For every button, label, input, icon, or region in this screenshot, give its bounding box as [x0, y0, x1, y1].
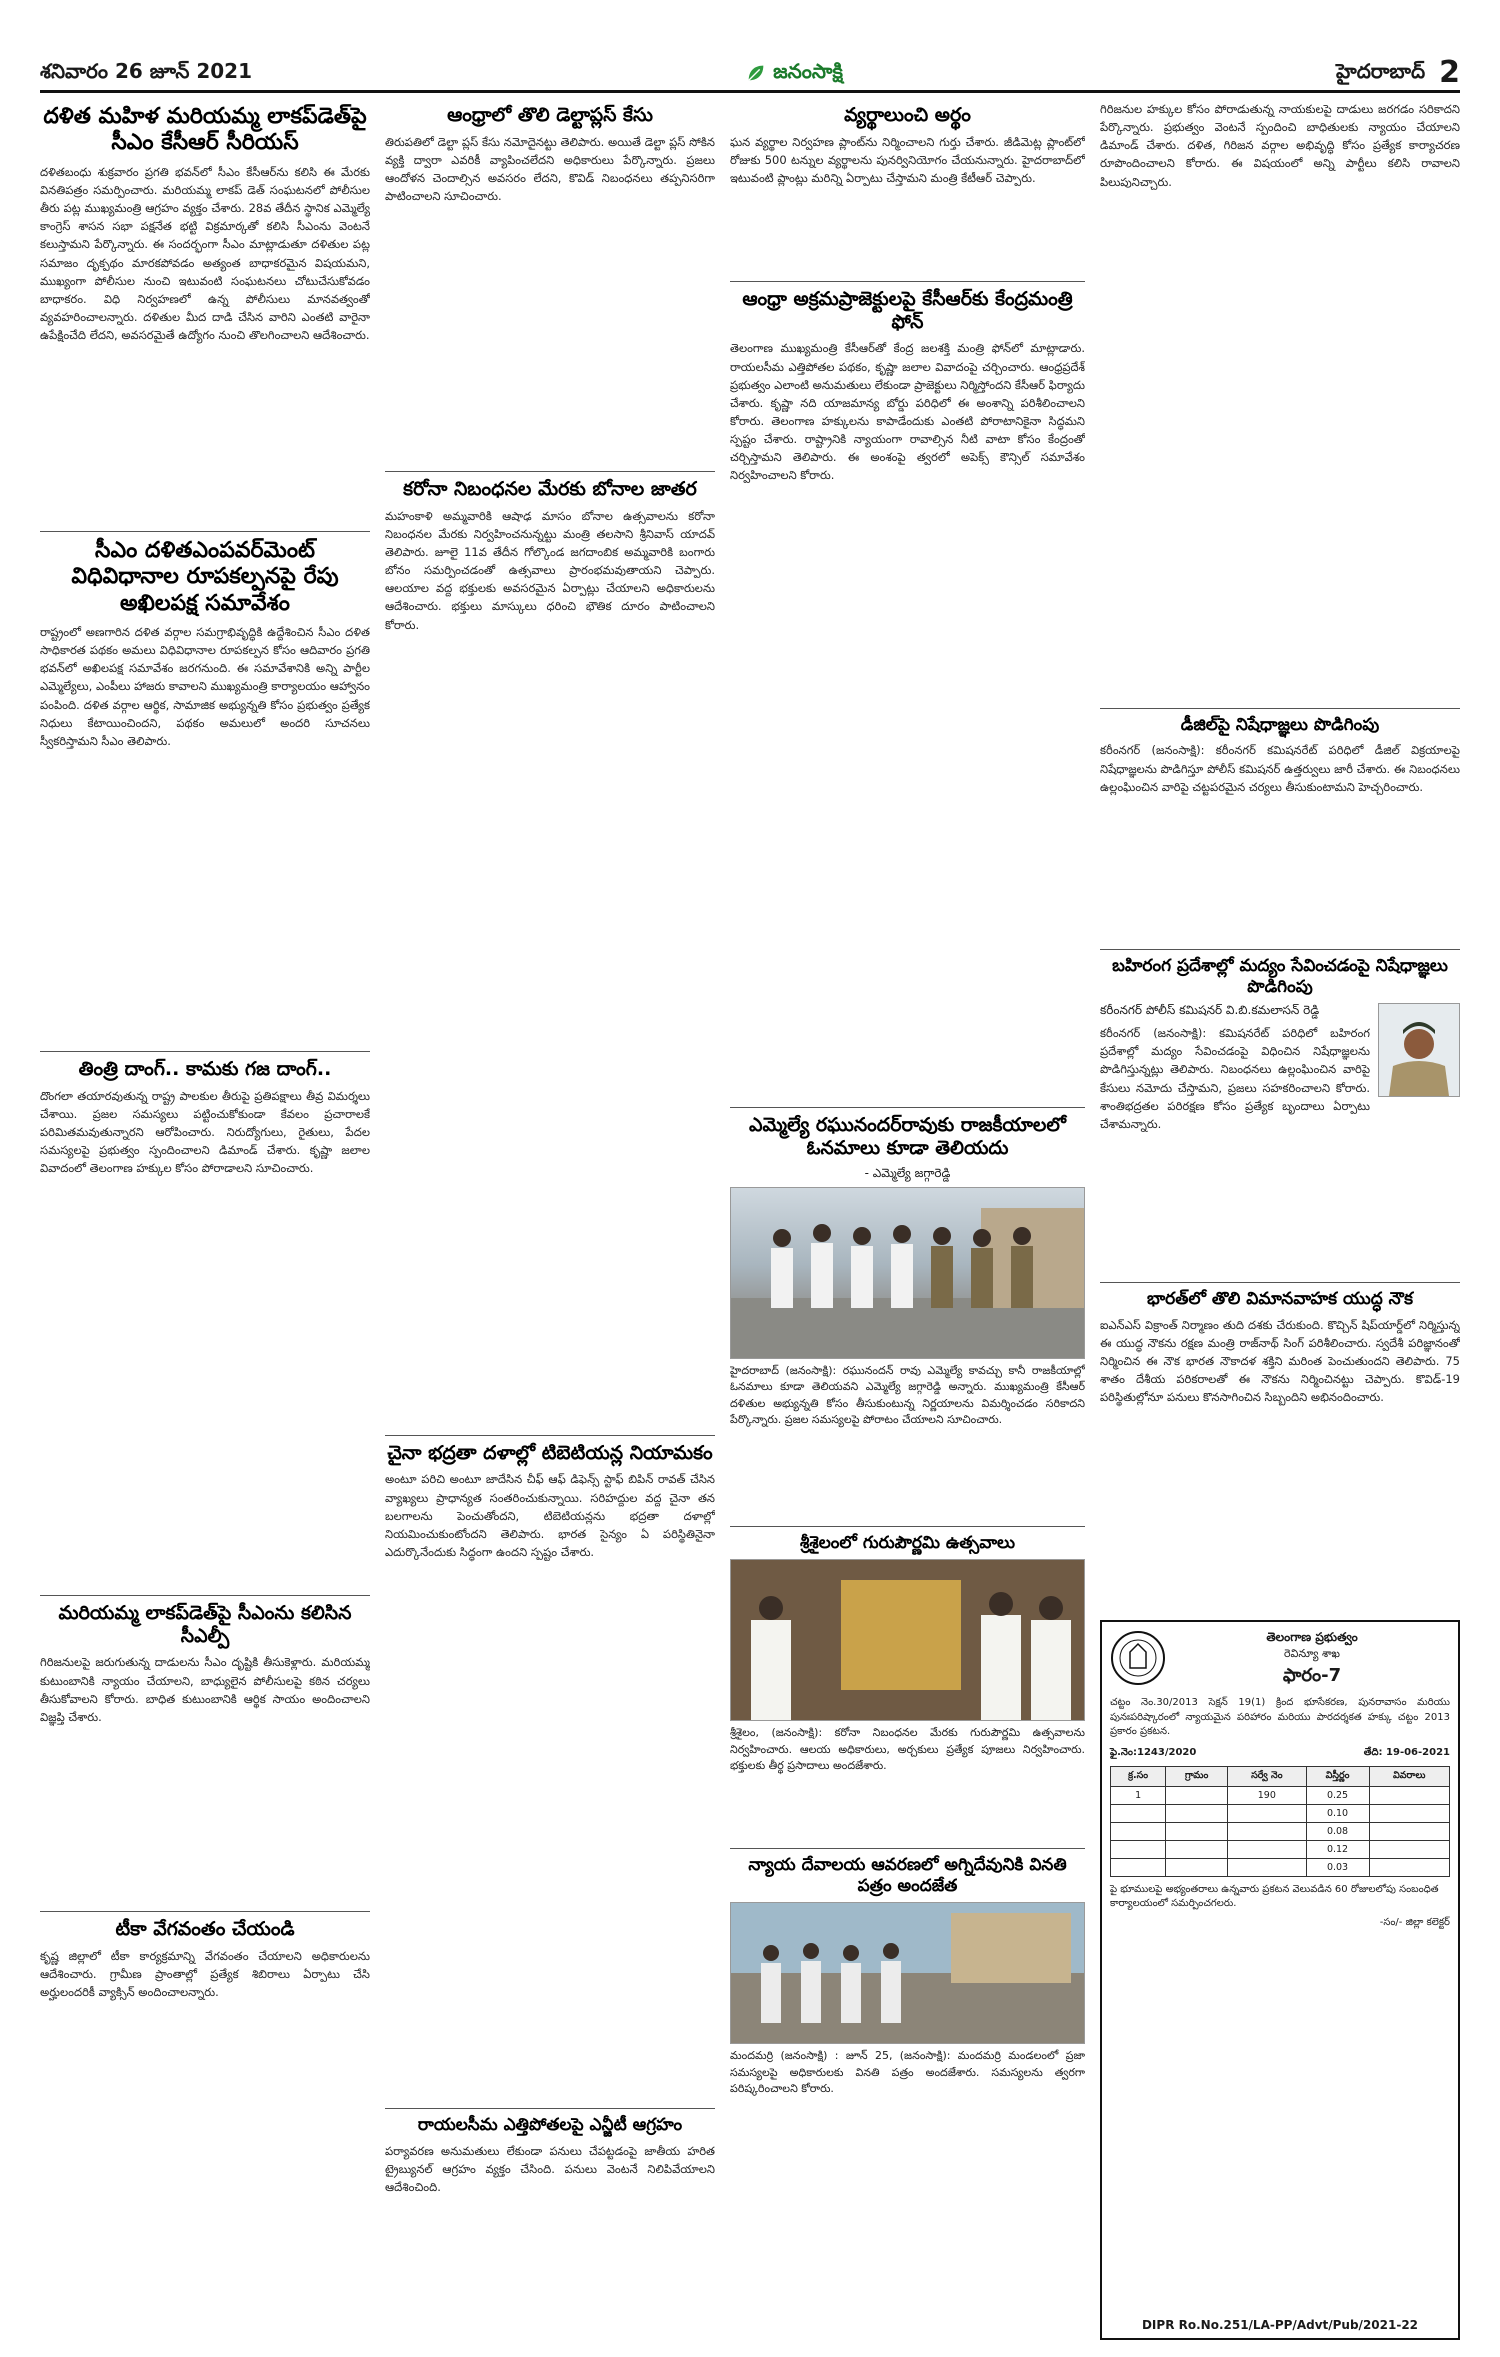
- article-bonalu: [385, 478, 715, 1427]
- city-name: హైదరాబాద్: [1336, 58, 1426, 83]
- table-header: గ్రామం: [1166, 1766, 1228, 1786]
- ad-titles: [1174, 1630, 1450, 1690]
- temple-photo-icon: [731, 1560, 1085, 1720]
- article-diesel-ban: [1100, 715, 1460, 941]
- divider: [40, 1595, 370, 1596]
- column-4: [1100, 100, 1460, 1614]
- divider: [40, 1911, 370, 1912]
- ad-notice-text: చట్టం నెం.30/2013 సెక్షన్ 19(1) క్రింద భూసేకరణ, పునరావాసం మరియు పునఃపరిష్కారంలో న్యాయమైన పరిహారం మరియు పారదర్శకత హక్కు చట్టం 2013 ప్రకారం ప్రకటన.: [1110, 1697, 1450, 1737]
- headline: టీకా వేగవంతం చేయండి: [115, 1918, 295, 1941]
- article-body: తిరుపతిలో డెల్టా ప్లస్ కేసు నమోదైనట్టు తెలిపారు. అయితే డెల్టా ప్లస్ సోకిన వ్యక్తి ద్వారా ఎవరికీ వ్యాపించలేదని అధికారులు పేర్కొన్నారు. ప్రజలు ఆందోళన చెందాల్సిన అవసరం లేదని, కొవిడ్ నిబంధనలు తప్పనిసరిగా పాటించాలని సూచించారు.: [385, 134, 715, 204]
- table-header-row: [1111, 1766, 1450, 1786]
- column-1: [40, 100, 370, 2065]
- headline: సీఎం దళితఎంపవర్‌మెంట్ విధివిధానాల రూపకల్పనపై రేపు అఖిలపక్ష సమావేశం: [71, 537, 339, 616]
- article-clp-meets-cm: [40, 1602, 370, 1904]
- article-body: మహంకాళి అమ్మవారికి ఆషాఢ మాసం బోనాల ఉత్సవాలను కరోనా నిబంధనల మేరకు నిర్వహించనున్నట్టు మంత్రి తలసాని శ్రీనివాస్ యాదవ్ తెలిపారు. జూలై 11వ తేదీన గోల్కొండ జగదాంబిక అమ్మవారికి బంగారు బోనం సమర్పించడంతో ఉత్సవాలు ప్రారంభమవుతాయని చెప్పారు. ఆలయాల వద్ద భక్తులకు అవసరమైన ఏర్పాట్లు చేయాలని అధికారులను ఆదేశించారు. భక్తులు మాస్కులు ధరించి భౌతిక దూరం పాటించాలని కోరారు.: [385, 508, 715, 632]
- article-body: గిరిజనుల హక్కుల కోసం పోరాడుతున్న నాయకులపై దాడులు జరగడం సరికాదని పేర్కొన్నారు. ప్రభుత్వం వెంటనే స్పందించి బాధితులకు న్యాయం చేయాలని డిమాండ్ చేశారు. దళిత, గిరిజన వర్గాల అభివృద్ధి కోసం ప్రత్యేక కార్యాచరణ రూపొందించాలని కోరారు. ఈ విషయంలో అన్ని పార్టీలు కలిసి రావాలని పిలుపునిచ్చారు.: [1100, 102, 1460, 189]
- headline: చైనా భద్రతా దళాల్లో టిబెటియన్ల నియామకం: [387, 1441, 713, 1464]
- article-body: కృష్ణ జిల్లాలో టీకా కార్యక్రమాన్ని వేగవంతం చేయాలని అధికారులను ఆదేశించారు. గ్రామీణ ప్రాంతాల్లో ప్రత్యేక శిబిరాలు ఏర్పాటు చేసి అర్హులందరికీ వ్యాక్సిన్ అందించాలన్నారు.: [40, 1949, 370, 2000]
- table-cell: 0.03: [1306, 1858, 1369, 1876]
- photo-caption: హైదరాబాద్ (జనంసాక్షి): రఘునందన్ రావు ఎమ్మెల్యే కావచ్చు కానీ రాజకీయాల్లో ఓనమాలు కూడా తెలియవని ఎమ్మెల్యే జగ్గారెడ్డి అన్నారు. ముఖ్యమంత్రి కేసీఆర్ దళితుల అభ్యున్నతి కోసం తీసుకుంటున్న నిర్ణయాలను విమర్శించడం సరికాదని పేర్కొన్నారు. ప్రజల సమస్యలపై పోరాటం చేయాలని సూచించారు.: [730, 1363, 1085, 1427]
- article-body: ఐఎన్ఎస్ విక్రాంత్ నిర్మాణం తుది దశకు చేరుకుంది. కొచ్చిన్ షిప్‌యార్డ్‌లో నిర్మిస్తున్న ఈ యుద్ధ నౌకను రక్షణ మంత్రి రాజ్‌నాథ్ సింగ్ పరిశీలించారు. స్వదేశీ పరిజ్ఞానంతో నిర్మించిన ఈ నౌక భారత నౌకాదళ శక్తిని మరింత పెంచుతుందని తెలిపారు. 75 శాతం దేశీయ పరికరాలతో ఈ నౌకను నిర్మించినట్టు చెప్పారు. కొవిడ్-19 పరిస్థితుల్లోనూ పనులు కొనసాగించిన సిబ్బందిని అభినందించారు.: [1100, 1317, 1460, 1405]
- table-row: [1111, 1822, 1450, 1840]
- news-photo: [730, 1902, 1085, 2044]
- leaf-icon: [745, 62, 767, 84]
- headline: కరోనా నిబంధనల మేరకు బోనాల జాతర: [403, 477, 697, 500]
- table-cell: [1228, 1840, 1306, 1858]
- divider: [730, 1848, 1085, 1849]
- headline: మరియమ్మ లాకప్‌డెత్‌పై సీఎంను కలిసిన సీఎల్పీ: [58, 1601, 352, 1647]
- headline: రాయలసీమ ఎత్తిపోతలపై ఎన్జీటీ ఆగ్రహం: [417, 2115, 683, 2136]
- article-continued: [1100, 100, 1460, 700]
- headline: వ్యర్థాలుంచి అర్థం: [844, 104, 971, 126]
- ad-header: [1110, 1630, 1450, 1690]
- table-row: [1111, 1786, 1450, 1804]
- headline: న్యాయ దేవాలయ ఆవరణలో అగ్నిదేవునికి వినతి పత్రం అందజేత: [748, 1855, 1067, 1896]
- headline: ఆంధ్రాలో తొలి డెల్టాప్లస్ కేసు: [447, 104, 653, 126]
- article-court-petition: [730, 1855, 1085, 2138]
- article-vaccination: [40, 1918, 370, 2057]
- divider: [1100, 708, 1460, 709]
- news-photo: [730, 1559, 1085, 1721]
- headline: భారత్‌లో తొలి విమానవాహక యుద్ధ నౌక: [1146, 1289, 1414, 1310]
- ad-file-number: ఫై.నెం:1243/2020: [1110, 1746, 1197, 1758]
- ad-footer-text: పై భూములపై అభ్యంతరాలు ఉన్నవారు ప్రకటన వెలువడిన 60 రోజులలోపు సంబంధిత కార్యాలయంలో సమర్పించగలరు.: [1110, 1883, 1439, 1909]
- table-cell: [1228, 1804, 1306, 1822]
- table-header: వివరాలు: [1369, 1766, 1449, 1786]
- article-body: దొంగలా తయారవుతున్న రాష్ట్ర పాలకుల తీరుపై ప్రతిపక్షాలు తీవ్ర విమర్శలు చేశాయి. ప్రజల సమస్యలు పట్టించుకోకుండా కేవలం ప్రచారాలకే పరిమితమవుతున్నారని ఆరోపించారు. నిరుద్యోగులు, రైతులు, పేదల సమస్యలపై ప్రభుత్వం స్పందించాలని డిమాండ్ చేశారు. కృష్ణా జలాల వివాదంలో తెలంగాణ హక్కుల కోసం పోరాడాలని సూచించారు.: [40, 1088, 370, 1176]
- headline: దళిత మహిళ మరియమ్మ లాకప్‌డెత్‌పై సీఎం కేసీఆర్ సీరియస్: [43, 104, 367, 156]
- photo-caption: మందమర్రి (జనంసాక్షి) : జూన్ 25, (జనంసాక్షి): మందమర్రి మండలంలో ప్రజా సమస్యలపై అధికారులకు వినతి పత్రం అందజేశారు. సమస్యలను త్వరగా పరిష్కరించాలని కోరారు.: [730, 2049, 1085, 2096]
- article-body: కరీంనగర్ (జనంసాక్షి): కమిషనరేట్ పరిధిలో బహిరంగ ప్రదేశాల్లో మద్యం సేవించడంపై విధించిన నిషేధాజ్ఞలను పొడిగిస్తున్నట్లు తెలిపారు. నిబంధనలు ఉల్లంఘించిన వారిపై కేసులు నమోదు చేస్తామని, ప్రజలు సహకరించాలని కోరారు. శాంతిభద్రతల పరిరక్షణ కోసం ప్రత్యేక బృందాలు ఏర్పాటు చేశామన్నారు.: [1100, 1026, 1370, 1131]
- table-cell: [1111, 1840, 1166, 1858]
- table-cell: [1228, 1822, 1306, 1840]
- article-body: రాష్ట్రంలో అణగారిన దళిత వర్గాల సమగ్రాభివృద్ధికి ఉద్దేశించిన సీఎం దళిత సాధికారత పథకం అమలు విధివిధానాల రూపకల్పన కోసం ఆదివారం ప్రగతి భవన్‌లో అఖిలపక్ష సమావేశం జరగనుంది. ఈ సమావేశానికి అన్ని పార్టీల ఎమ్మెల్యేలు, ఎంపీలు హాజరు కావాలని ముఖ్యమంత్రి కార్యాలయం ఆహ్వానం పంపింది. దళిత వర్గాల ఆర్థిక, సామాజిక అభ్యున్నతి కోసం ప్రభుత్వం ప్రత్యేక నిధులు కేటాయించిందని, పథకం అమలులో అందరి సూచనలు స్వీకరిస్తామని సీఎం తెలిపారు.: [40, 624, 370, 748]
- article-body: దళితబంధు శుక్రవారం ప్రగతి భవన్‌లో సీఎం కేసీఆర్‌ను కలిసి ఈ మేరకు వినతిపత్రం సమర్పించారు. మరియమ్మ లాకప్ డెత్ సంఘటనలో పోలీసుల తీరు పట్ల ముఖ్యమంత్రి ఆగ్రహం వ్యక్తం చేశారు. 28వ తేదీన స్థానిక ఎమ్మెల్యే కాంగ్రెస్ శాసన సభా పక్షనేత భట్టి విక్రమార్కతో కలిసి సీఎంను వెంటనే కలుస్తామని పేర్కొన్నారు. ఈ సందర్భంగా సీఎం మాట్లాడుతూ దళితుల పట్ల సమాజం దృక్పథం మారకపోవడం అత్యంత బాధాకరమైన విషయమని, ముఖ్యంగా పోలీసుల నుంచి ఇటువంటి సంఘటనలు చోటుచేసుకోవడం బాధాకరం. విధి నిర్వహణలో ఉన్న పోలీసులు మానవత్వంతో వ్యవహరించాలన్నారు. దళితుల మీద దాడి చేసిన వారిని ఎంతటి వారైనా ఉపేక్షించేది లేదని, అవసరమైతే ఉద్యోగం నుంచి తొలగించాలని ఆదేశించారు.: [40, 164, 370, 343]
- article-all-party-meeting: [40, 538, 370, 1043]
- divider: [40, 531, 370, 532]
- logo-text: జనంసాక్షి: [773, 58, 843, 83]
- article-union-minister-call: [730, 288, 1085, 1100]
- article-body: ఘన వ్యర్థాల నిర్వహణ ప్లాంట్‌ను నిర్మించాలని గుర్తు చేశారు. జీడిమెట్ల ప్లాంట్‌లో రోజుకు 500 టన్నుల వ్యర్థాలను పునర్వినియోగం చేయనున్నారు. హైదరాబాద్‌లో ఇటువంటి ప్లాంట్లు మరిన్ని ఏర్పాటు చేస్తామని మంత్రి కేటీఆర్ చెప్పారు.: [730, 134, 1085, 186]
- column-2: [385, 100, 715, 2270]
- ad-department: తెలంగాణ ప్రభుత్వం: [1266, 1630, 1358, 1644]
- table-cell: [1369, 1858, 1449, 1876]
- table-cell: [1111, 1822, 1166, 1840]
- divider: [1100, 1282, 1460, 1283]
- officer-portrait-icon: [1379, 1004, 1459, 1096]
- table-row: [1111, 1840, 1450, 1858]
- issue-date: శనివారం 26 జూన్ 2021: [40, 58, 252, 83]
- table-header: క్ర.సం: [1111, 1766, 1166, 1786]
- table-header: సర్వే నెం: [1228, 1766, 1306, 1786]
- table-cell: [1111, 1858, 1166, 1876]
- article-china-tibetans: [385, 1442, 715, 2101]
- ad-dipr-number: DIPR Ro.No.251/LA-PP/Advt/Pub/2021-22: [1141, 2318, 1419, 2332]
- article-guru-purnima: [730, 1533, 1085, 1840]
- article-body: కరీంనగర్ (జనంసాక్షి): కరీంనగర్ కమిషనరేట్ పరిధిలో డీజిల్ విక్రయాలపై నిషేధాజ్ఞలను పొడిగిస్తూ పోలీస్ కమిషనర్ ఉత్తర్వులు జారీ చేశారు. ఈ నిబంధనలు ఉల్లంఘించిన వారిపై చట్టపరమైన చర్యలు తీసుకుంటామని హెచ్చరించారు.: [1100, 743, 1460, 794]
- masthead-right: [1336, 55, 1460, 90]
- table-cell: [1369, 1840, 1449, 1858]
- table-cell: 0.25: [1306, 1786, 1369, 1804]
- table-cell: [1369, 1786, 1449, 1804]
- ad-subdepartment: రెవిన్యూ శాఖ: [1284, 1647, 1340, 1660]
- news-photo: [730, 1187, 1085, 1359]
- table-cell: [1111, 1804, 1166, 1822]
- headline: ఆంధ్రా అక్రమప్రాజెక్టులపై కేసీఆర్‌కు కేంద్రమంత్రి ఫోన్: [742, 287, 1073, 333]
- table-cell: 1: [1111, 1786, 1166, 1804]
- article-body: తెలంగాణ ముఖ్యమంత్రి కేసీఆర్‌తో కేంద్ర జలశక్తి మంత్రి ఫోన్‌లో మాట్లాడారు. రాయలసీమ ఎత్తిపోతల పథకం, కృష్ణా జలాల వివాదంపై చర్చించారు. ఆంధ్రప్రదేశ్ ప్రభుత్వం ఎలాంటి అనుమతులు లేకుండా ప్రాజెక్టులు నిర్మిస్తోందని కేసీఆర్ ఫిర్యాదు చేశారు. కృష్ణా నది యాజమాన్య బోర్డు పరిధిలో ఈ అంశాన్ని పరిశీలించాలని కోరారు. తెలంగాణ హక్కులను కాపాడేందుకు ఎంతటి పోరాటానికైనా సిద్ధమని స్పష్టం చేశారు. రాష్ట్రానికి న్యాయంగా రావాల్సిన నీటి వాటా కోసం కేంద్రంతో చర్చిస్తామని తెలిపారు. ఈ అంశంపై త్వరలో అపెక్స్ కౌన్సిల్ సమావేశం నిర్వహించాలని కోరారు.: [730, 341, 1085, 483]
- table-row: [1111, 1804, 1450, 1822]
- table-cell: 0.12: [1306, 1840, 1369, 1858]
- article-body: గిరిజనులపై జరుగుతున్న దాడులను సీఎం దృష్టికి తీసుకెళ్లారు. మరియమ్మ కుటుంబానికి న్యాయం చేయాలని, బాధ్యులైన పోలీసులపై కఠిన చర్యలు తీసుకోవాలని కోరారు. బాధిత కుటుంబానికి ఆర్థిక సాయం అందించాలని విజ్ఞప్తి చేశారు.: [40, 1655, 370, 1724]
- table-cell: 0.08: [1306, 1822, 1369, 1840]
- column-3: [730, 100, 1085, 2146]
- police-commissioner-photo: [1378, 1003, 1460, 1097]
- divider: [730, 1526, 1085, 1527]
- headline: డీజిల్‌పై నిషేధాజ్ఞలు పొడిగింపు: [1180, 715, 1380, 735]
- article-ngt: [385, 2115, 715, 2261]
- table-cell: [1166, 1786, 1228, 1804]
- table-header: విస్తీర్ణం: [1306, 1766, 1369, 1786]
- table-cell: [1166, 1822, 1228, 1840]
- divider: [730, 1107, 1085, 1108]
- table-cell: 190: [1228, 1786, 1306, 1804]
- table-row: [1111, 1858, 1450, 1876]
- newspaper-logo: [745, 59, 843, 88]
- article-aircraft-carrier: [1100, 1289, 1460, 1605]
- masthead: [40, 56, 1460, 93]
- divider: [385, 471, 715, 472]
- divider: [40, 1051, 370, 1052]
- divider: [730, 281, 1085, 282]
- headline: శ్రీశైలంలో గురుపౌర్ణమి ఉత్సవాలు: [800, 1532, 1015, 1553]
- article-jaggareddy: [730, 1114, 1085, 1518]
- table-cell: [1166, 1858, 1228, 1876]
- ad-land-table: [1110, 1766, 1450, 1877]
- state-emblem-icon: [1110, 1630, 1166, 1686]
- headline: తింత్రి దాంగ్.. కామకు గజ దాంగ్..: [78, 1057, 332, 1080]
- table-cell: [1166, 1804, 1228, 1822]
- article-body: అంటూ పరిచి అంటూ జాదేసిన చీఫ్ ఆఫ్ డిఫెన్స్ స్టాఫ్ బిపిన్ రావత్ చేసిన వ్యాఖ్యలు ప్రాధాన్యత సంతరించుకున్నాయి. సరిహద్దుల వద్ద చైనా తన బలగాలను పెంచుతోందని, టిబెటియన్లను భద్రతా దళాల్లో నియమించుకుంటోందని తెలిపారు. భారత సైన్యం ఏ పరిస్థితినైనా ఎదుర్కొనేందుకు సిద్ధంగా ఉందని స్పష్టం చేశారు.: [385, 1472, 715, 1560]
- ad-form-title: ఫారం-7: [1282, 1665, 1342, 1686]
- street-photo-icon: [731, 1903, 1085, 2043]
- article-delta-plus: [385, 104, 715, 463]
- ad-date: తేది: 19-06-2021: [1363, 1746, 1450, 1758]
- article-body: పర్యావరణ అనుమతులు లేకుండా పనులు చేపట్టడంపై జాతీయ హరిత ట్రైబ్యునల్ ఆగ్రహం వ్యక్తం చేసింది. పనులు వెంటనే నిలిపివేయాలని ఆదేశించింది.: [385, 2143, 715, 2195]
- table-cell: [1228, 1858, 1306, 1876]
- divider: [385, 2108, 715, 2109]
- headline: బహిరంగ ప్రదేశాల్లో మద్యం సేవించడంపై నిషేధాజ్ఞలు పొడిగింపు: [1112, 956, 1448, 997]
- ad-meta: [1110, 1746, 1450, 1760]
- page-number: 2: [1439, 55, 1460, 90]
- table-cell: [1166, 1840, 1228, 1858]
- table-cell: 0.10: [1306, 1804, 1369, 1822]
- divider: [1100, 949, 1460, 950]
- people-photo-icon: [731, 1188, 1085, 1358]
- article-lockup-death: [40, 104, 370, 523]
- government-advertisement: [1100, 1620, 1460, 2340]
- byline: - ఎమ్మెల్యే జగ్గారెడ్డి: [864, 1165, 951, 1180]
- divider: [385, 1435, 715, 1436]
- article-liquor-ban: [1100, 956, 1460, 1274]
- photo-caption: శ్రీశైలం, (జనంసాక్షి): కరోనా నిబంధనల మేరకు గురుపౌర్ణమి ఉత్సవాలను నిర్వహించారు. ఆలయ అధికారులు, అర్చకులు ప్రత్యేక పూజలు నిర్వహించారు. భక్తులకు తీర్థ ప్రసాదాలు అందజేశారు.: [730, 1726, 1085, 1773]
- table-cell: [1369, 1822, 1449, 1840]
- byline: కరీంనగర్ పోలీస్ కమిషనర్ వి.బి.కమలాసన్ రెడ్డి: [1100, 1003, 1320, 1018]
- article-waste: [730, 104, 1085, 273]
- headline: ఎమ్మెల్యే రఘునందర్‌రావుకు రాజకీయాలలో ఓనమాలు కూడా తెలియదు: [749, 1114, 1066, 1160]
- article-opinion: [40, 1058, 370, 1587]
- table-cell: [1369, 1804, 1449, 1822]
- ad-signature: -సం/- జిల్లా కలెక్టర్: [1379, 1916, 1450, 1928]
